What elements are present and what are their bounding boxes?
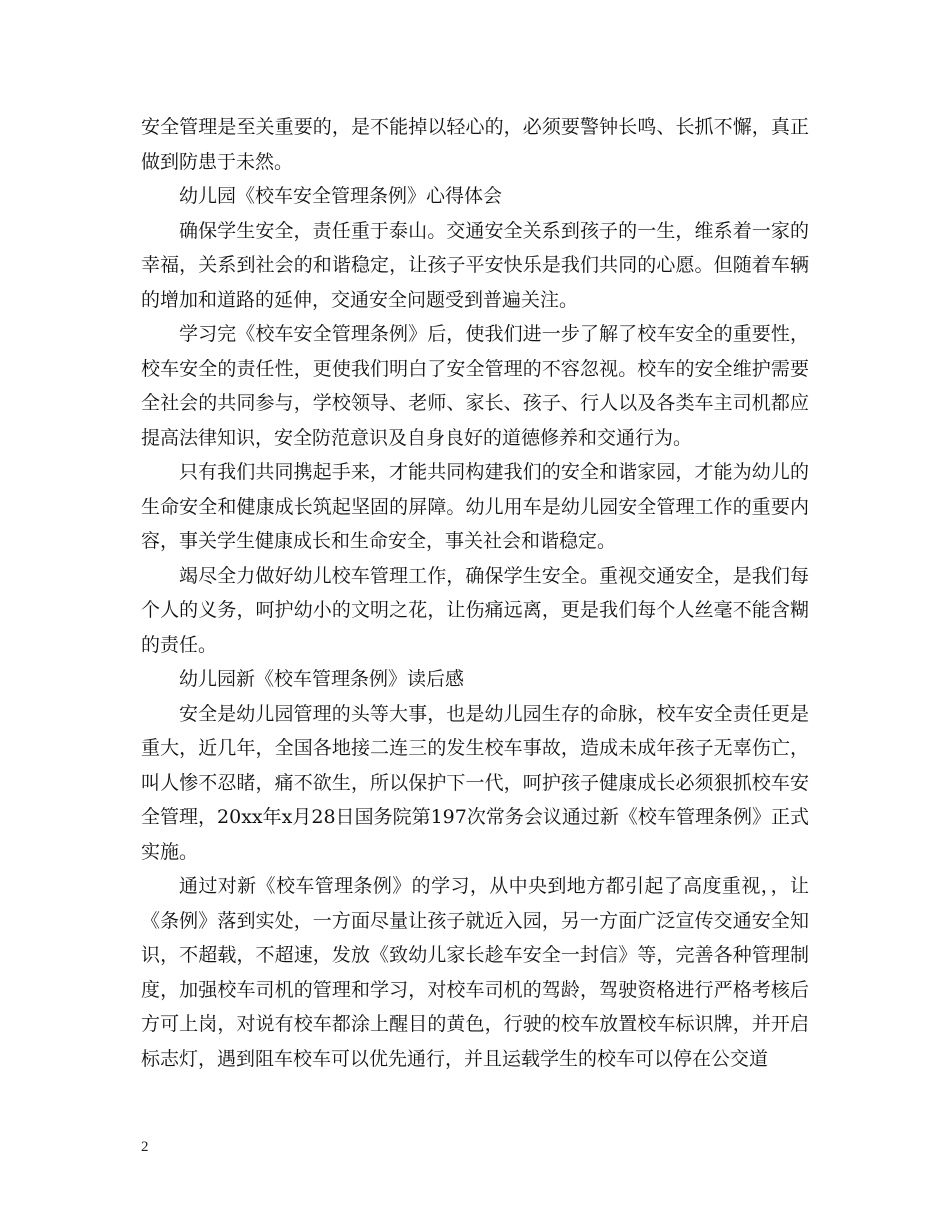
paragraph-5: 竭尽全力做好幼儿校车管理工作，确保学生安全。重视交通安全，是我们每个人的义务，呵护幼小的文明之花，让伤痛远离，更是我们每个人丝毫不能含糊的责任。 (141, 564, 809, 656)
paragraph-4: 只有我们共同携起手来，才能共同构建我们的安全和谐家园，才能为幼儿的生命安全和健康成长筑起坚固的屏障。幼儿用车是幼儿园安全管理工作的重要内容，事关学生健康成长和生命安全，事关社会和谐稳定。 (141, 461, 809, 552)
page-number: 2 (141, 1139, 149, 1155)
paragraph-1: 安全管理是至关重要的，是不能掉以轻心的，必须要警钟长鸣、长抓不懈，真正做到防患于未然。 (141, 116, 809, 173)
section-heading-2: 幼儿园新《校车管理条例》读后感 (179, 668, 465, 690)
paragraph-7: 通过对新《校车管理条例》的学习，从中央到地方都引起了高度重视，，让《条例》落到实处，一方面尽量让孩子就近入园，另一方面广泛宣传交通安全知识，不超载，不超速，发放《致幼儿家长趁车安全一封信》等，完善各种管理制度，加强校车司机的管理和学习，对校车司机的驾龄，驾驶资格进行严格考核后方可上岗，对说有校车都涂上醒目的黄色，行驶的校车放置校车标识牌，并开启标志灯，遇到阻车校车可以优先通行，并且运载学生的校车可以停在公交道 (141, 875, 809, 1070)
section-heading-1: 幼儿园《校车安全管理条例》心得体会 (179, 185, 503, 207)
paragraph-6: 安全是幼儿园管理的头等大事，也是幼儿园生存的命脉，校车安全责任更是重大，近几年，全国各地接二连三的发生校车事故，造成未成年孩子无辜伤亡，叫人惨不忍睹，痛不欲生，所以保护下一代，呵护孩子健康成长必须狠抓校车安全管理，20xx年x月28日国务院第197次常务会议通过新《校车管理条例》正式实施。 (141, 702, 809, 863)
document-body (141, 110, 809, 1076)
paragraph-2: 确保学生安全，责任重于泰山。交通安全关系到孩子的一生，维系着一家的幸福，关系到社会的和谐稳定，让孩子平安快乐是我们共同的心愿。但随着车辆的增加和道路的延伸，交通安全问题受到普遍关注。 (141, 219, 809, 311)
paragraph-3: 学习完《校车安全管理条例》后，使我们进一步了解了校车安全的重要性，校车安全的责任性，更使我们明白了安全管理的不容忽视。校车的安全维护需要全社会的共同参与，学校领导、老师、家长、孩子、行人以及各类车主司机都应提高法律知识，安全防范意识及自身良好的道德修养和交通行为。 (141, 323, 809, 449)
